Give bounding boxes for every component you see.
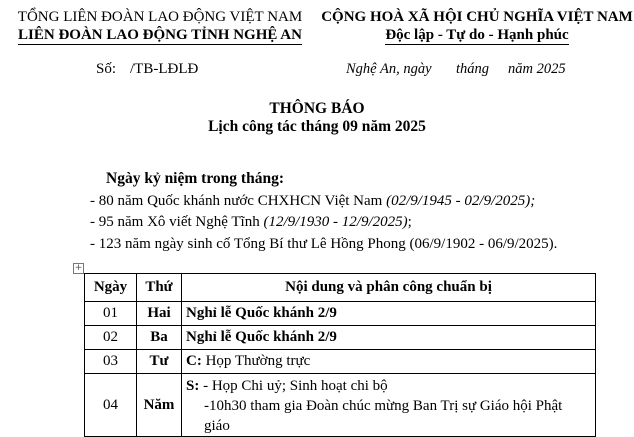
table-row [85, 326, 596, 350]
row-content: Nghỉ lễ Quốc khánh 2/9 [182, 302, 596, 326]
row-session-prefix: S: [186, 378, 204, 394]
doc-number-label: Số: [96, 61, 117, 77]
row-dow: Năm [137, 374, 182, 437]
row-day: 01 [85, 302, 137, 326]
org-line-2 [0, 27, 320, 44]
anniversary-text: - 123 năm ngày sinh cố Tổng Bí thư Lê Hồng Phong (06/9/1902 - 06/9/2025). [90, 236, 558, 252]
anniversary-item [90, 193, 535, 210]
nation-line-2-text: Độc lập - Tự do - Hạnh phúc [385, 27, 569, 43]
anniversary-item [90, 214, 412, 231]
row-content-line [186, 376, 591, 396]
notice-subtitle: Lịch công tác tháng 09 năm 2025 [208, 118, 426, 135]
row-content-line: -10h30 tham gia Đoàn chúc mừng Ban Trị sự Giáo hội Phật giáo [204, 398, 563, 434]
org-line-1: TỔNG LIÊN ĐOÀN LAO ĐỘNG VIỆT NAM [17, 9, 303, 25]
nation-line-1: CỘNG HOÀ XÃ HỘI CHỦ NGHĨA VIỆT NAM [321, 9, 633, 25]
table-header-row [85, 274, 596, 302]
row-content: Nghỉ lễ Quốc khánh 2/9 [182, 326, 596, 350]
header-day: Ngày [85, 274, 137, 302]
table-row [85, 302, 596, 326]
anniversary-trail: ; [407, 214, 412, 230]
row-dow: Hai [137, 302, 182, 326]
header-dow: Thứ [137, 274, 182, 302]
table-row [85, 350, 596, 374]
anniversary-text: - 95 năm Xô viết Nghệ Tĩnh [90, 214, 264, 230]
row-content-text: Họp Thường trực [205, 353, 311, 369]
row-day: 02 [85, 326, 137, 350]
row-content [182, 374, 596, 437]
schedule-table [84, 273, 596, 437]
row-content-text: - Họp Chi uỷ; Sinh hoạt chi bộ [203, 378, 388, 394]
org-line-2-text: LIÊN ĐOÀN LAO ĐỘNG TỈNH NGHỆ AN [18, 27, 302, 43]
date-month: tháng [456, 61, 490, 77]
row-dow: Tư [137, 350, 182, 374]
date-place: Nghệ An, ngày [346, 61, 432, 77]
table-row [85, 374, 596, 437]
doc-number-code: /TB-LĐLĐ [130, 61, 199, 77]
anniversary-item [90, 236, 557, 253]
row-session-prefix: C: [186, 353, 206, 369]
anniversary-text: - 80 năm Quốc khánh nước CHXHCN Việt Nam [90, 193, 387, 209]
row-day: 03 [85, 350, 137, 374]
notice-title: THÔNG BÁO [269, 100, 365, 117]
date-year: năm 2025 [508, 61, 566, 77]
anniversary-date: (02/9/1945 - 02/9/2025); [386, 193, 536, 209]
nation-line-2 [320, 27, 634, 44]
row-content [182, 350, 596, 374]
header-content: Nội dung và phân công chuẩn bị [182, 274, 596, 302]
anniversary-date: (12/9/1930 - 12/9/2025) [263, 214, 408, 230]
table-move-handle-icon[interactable]: + [74, 263, 83, 273]
anniversaries-heading: Ngày kỷ niệm trong tháng: [106, 170, 284, 187]
row-dow: Ba [137, 326, 182, 350]
row-day: 04 [85, 374, 137, 437]
